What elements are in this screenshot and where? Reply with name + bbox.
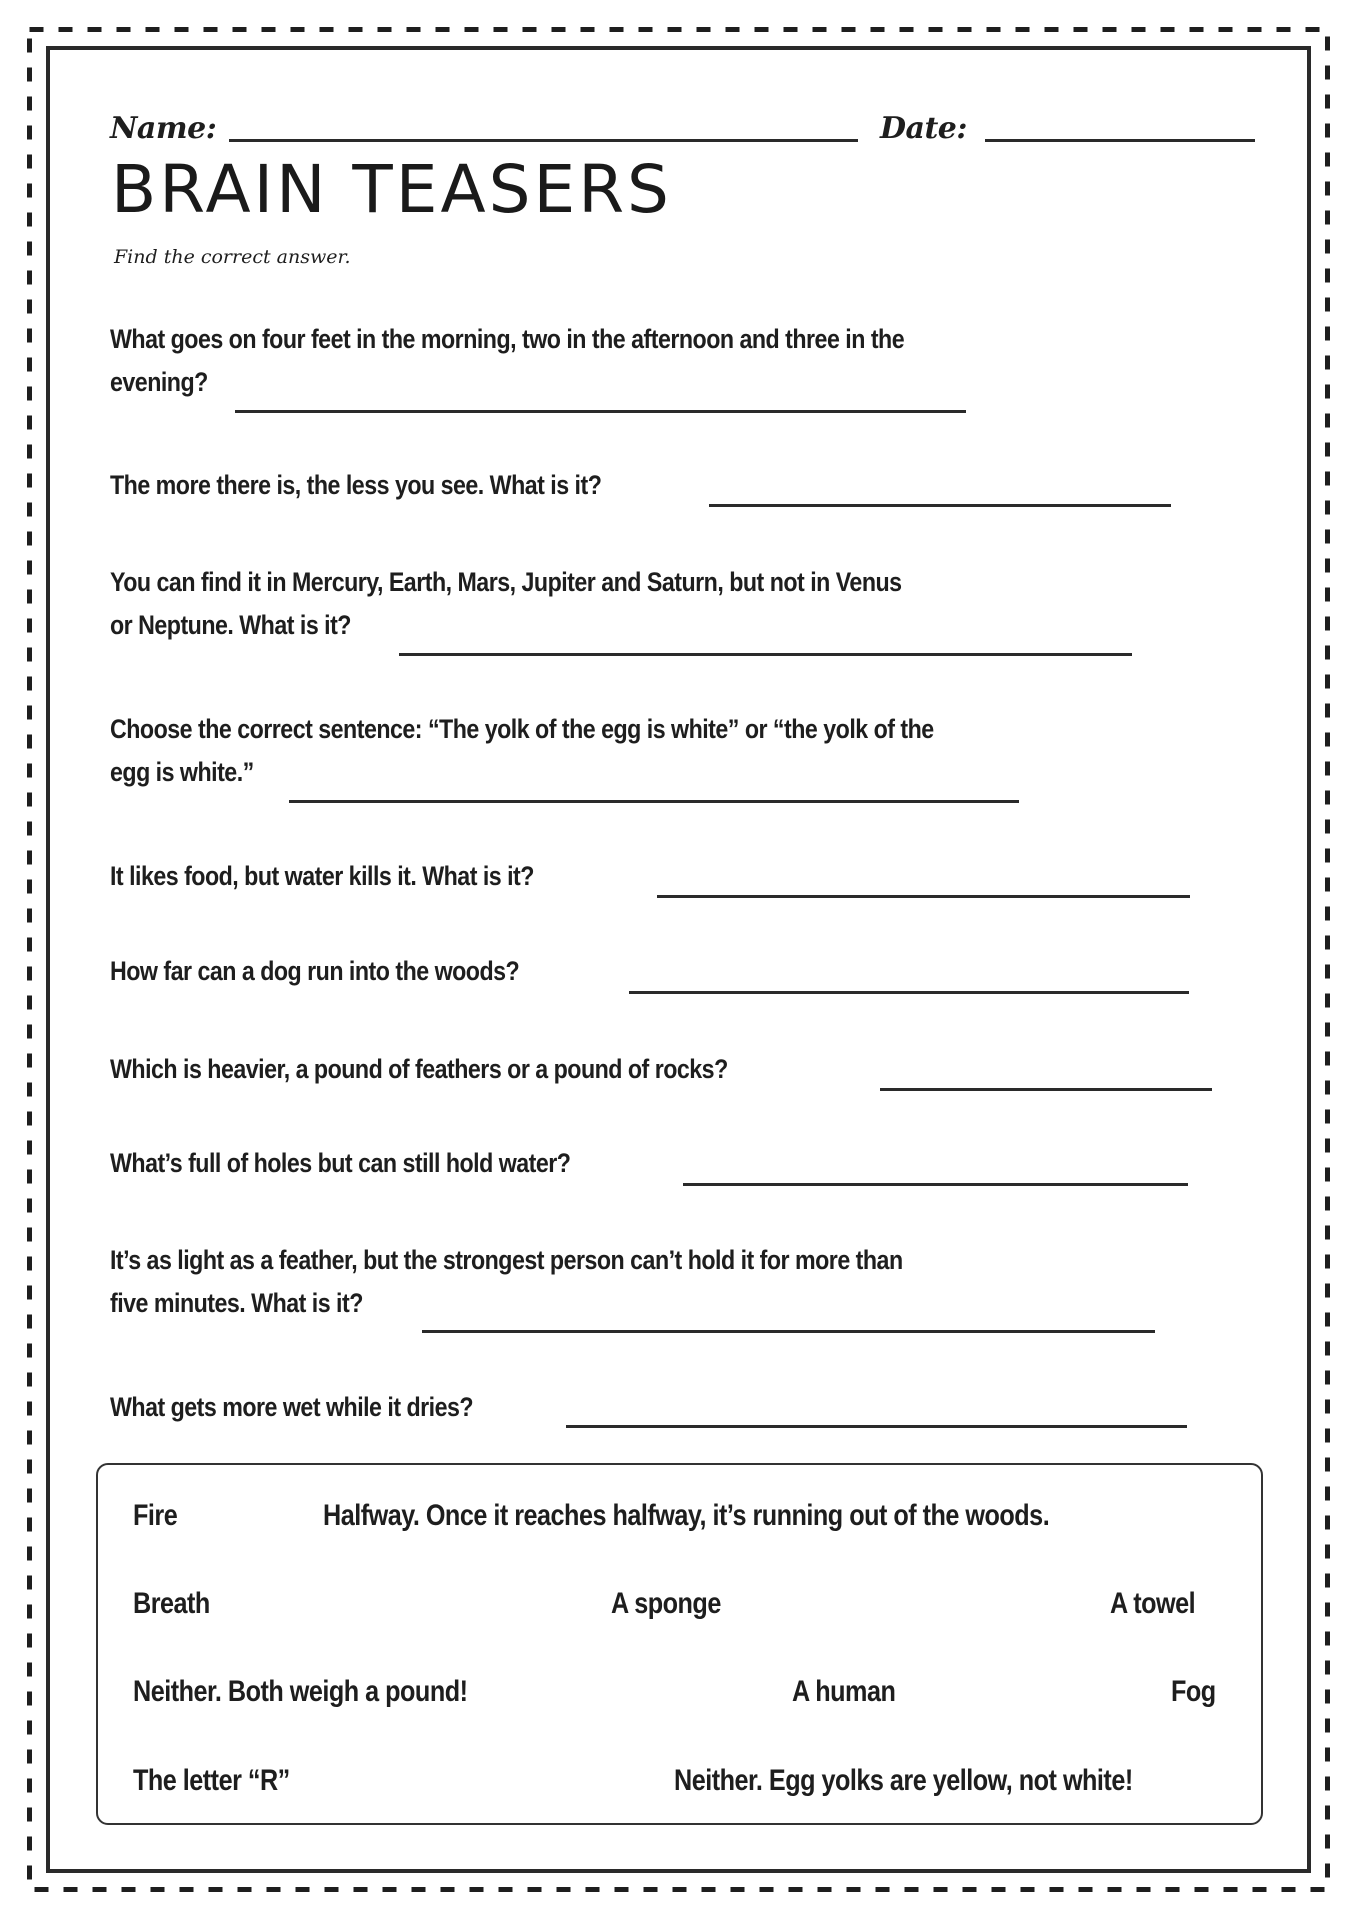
question-7: Which is heavier, a pound of feathers or a pound of rocks?	[110, 1054, 728, 1084]
question-1-line-1: What goes on four feet in the morning, two in the afternoon and three in the	[110, 324, 905, 354]
answer-item: Neither. Both weigh a pound!	[133, 1675, 468, 1708]
question-1-line-2: evening?	[110, 367, 208, 397]
question-3-line-2: or Neptune. What is it?	[110, 610, 351, 640]
question-8-answer-field[interactable]	[683, 1183, 1188, 1186]
question-5: It likes food, but water kills it. What is it?	[110, 861, 534, 891]
question-2: The more there is, the less you see. What is it?	[110, 470, 602, 500]
question-4-line-1: Choose the correct sentence: “The yolk of the egg is white” or “the yolk of the	[110, 714, 934, 744]
question-10: What gets more wet while it dries?	[110, 1392, 474, 1422]
answer-item: The letter “R”	[133, 1764, 290, 1797]
name-field[interactable]	[229, 139, 858, 142]
question-10-answer-field[interactable]	[566, 1425, 1187, 1428]
question-7-answer-field[interactable]	[880, 1088, 1212, 1091]
question-6-answer-field[interactable]	[629, 991, 1189, 994]
answer-item: A sponge	[611, 1587, 721, 1620]
date-label: Date:	[880, 111, 967, 146]
question-9-answer-field[interactable]	[422, 1330, 1155, 1333]
question-3-answer-field[interactable]	[399, 653, 1132, 656]
question-4-answer-field[interactable]	[289, 800, 1019, 803]
answer-item: Fog	[1171, 1675, 1216, 1708]
answer-item: Breath	[133, 1587, 210, 1620]
question-2-answer-field[interactable]	[709, 504, 1171, 507]
answer-item: Fire	[133, 1499, 178, 1532]
question-3-line-1: You can find it in Mercury, Earth, Mars, Jupiter and Saturn, but not in Venus	[110, 567, 902, 597]
answer-item: Neither. Egg yolks are yellow, not white!	[674, 1764, 1133, 1797]
question-6: How far can a dog run into the woods?	[110, 956, 520, 986]
question-4-line-2: egg is white.”	[110, 757, 254, 787]
name-label: Name:	[110, 111, 217, 146]
date-field[interactable]	[985, 139, 1255, 142]
question-5-answer-field[interactable]	[657, 895, 1190, 898]
page-title: BRAIN TEASERS	[111, 151, 672, 228]
question-9-line-1: It’s as light as a feather, but the strongest person can’t hold it for more than	[110, 1245, 903, 1275]
answer-item: A human	[792, 1675, 896, 1708]
question-9-line-2: five minutes. What is it?	[110, 1288, 363, 1318]
question-1-answer-field[interactable]	[235, 410, 966, 413]
question-8: What’s full of holes but can still hold water?	[110, 1148, 571, 1178]
instructions: Find the correct answer.	[114, 246, 351, 268]
answer-item: Halfway. Once it reaches halfway, it’s running out of the woods.	[323, 1499, 1050, 1532]
answer-item: A towel	[1110, 1587, 1196, 1620]
